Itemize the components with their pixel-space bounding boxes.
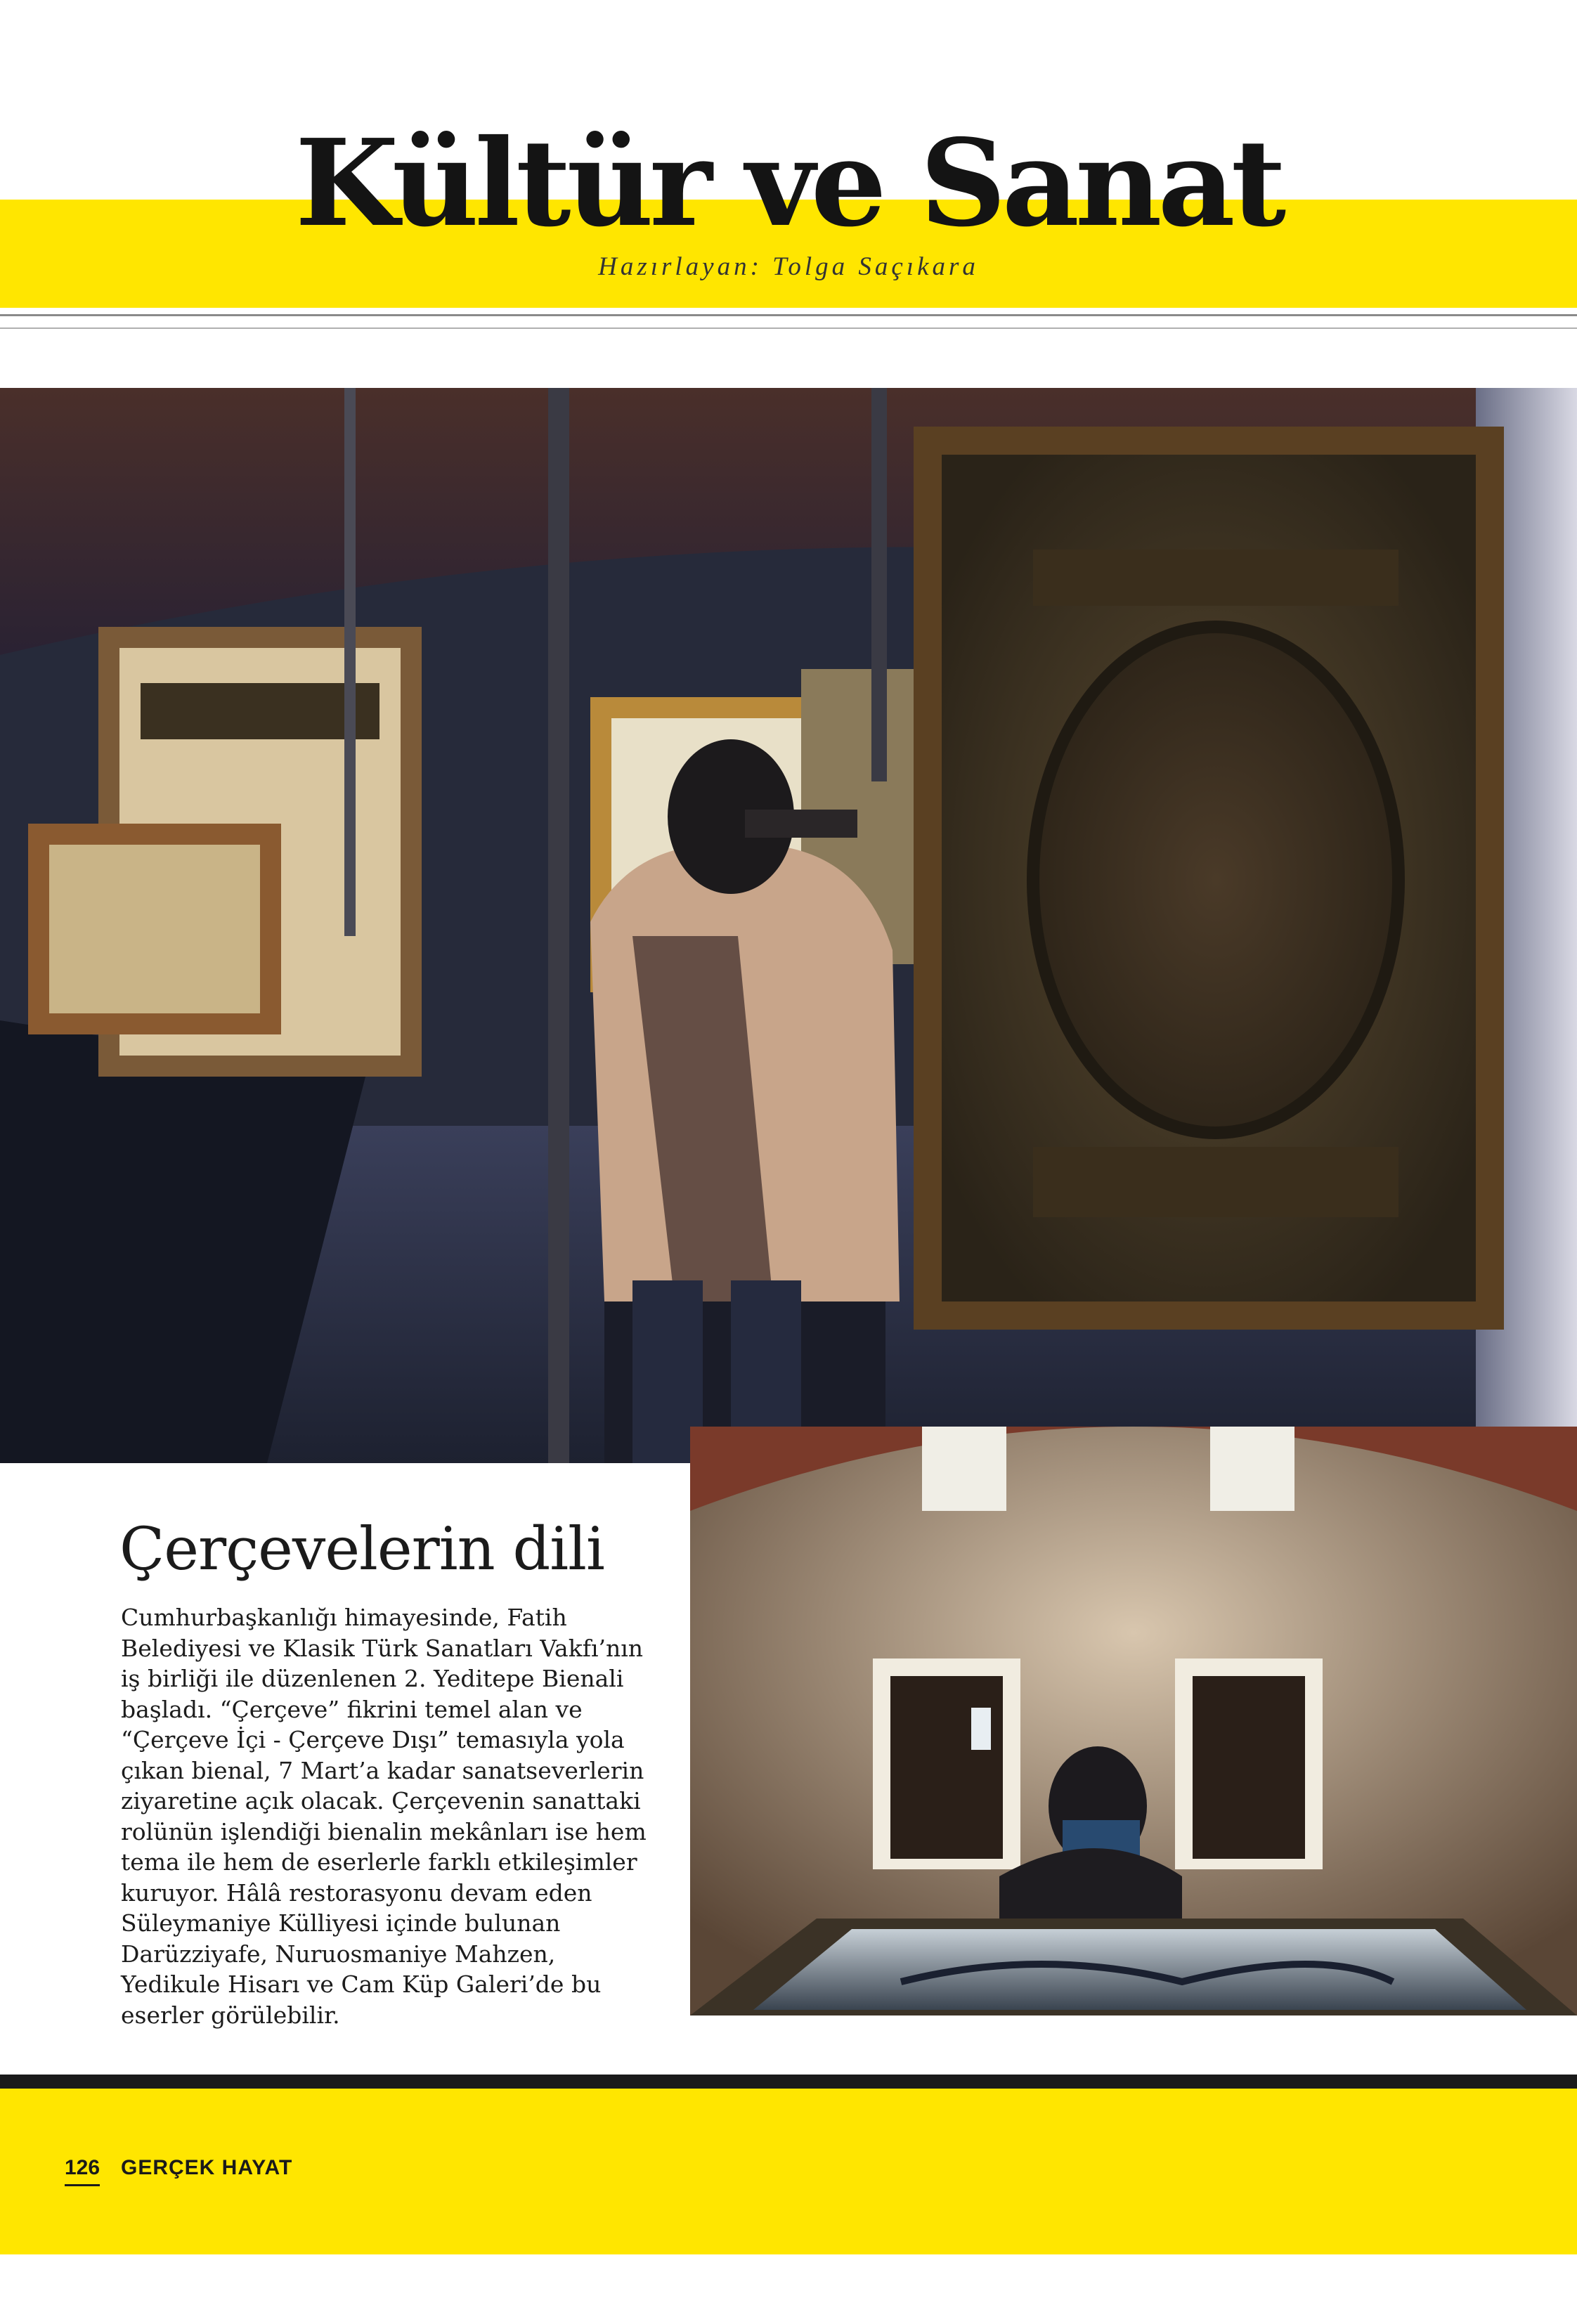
darüzziyafe-room-illustration	[690, 1427, 1577, 2015]
page-number: 126	[65, 2156, 100, 2186]
header-divider-thin	[0, 327, 1577, 329]
header-divider	[0, 314, 1577, 316]
footer-black-rule	[0, 2075, 1577, 2089]
magazine-name: GERÇEK HAYAT	[121, 2156, 293, 2179]
byline: Hazırlayan: Tolga Saçıkara	[598, 252, 979, 281]
main-exhibition-photo	[0, 388, 1577, 1463]
section-title: Kültür ve Sanat	[294, 113, 1283, 254]
second-exhibition-photo	[690, 1427, 1577, 2015]
exhibition-hall-illustration	[0, 388, 1577, 1463]
article-body: Cumhurbaşkanlığı himayesinde, Fatih Belediyesi ve Klasik Türk Sanatları Vakfı’nın iş birliği ile düzenlenen 2. Yeditepe Bienali başladı. “Çerçeve” fikrini temel alan ve “Çerçeve İçi - Çerçeve Dışı” temasıyla yola çıkan bienal, 7 Mart’a kadar sanatseverlerin ziyaretine açık olacak. Çerçevenin sanattaki rolünün işlendiği bienalin mekânları ise hem tema ile hem de eserlerle farklı etkileşimler kuruyor. Hâlâ restorasyonu devam eden Süleymaniye Külliyesi içinde bulunan Darüzziyafe, Nuruosmaniye Mahzen, Yedikule Hisarı ve Cam Küp Galeri’de bu eserler görülebilir.	[121, 1604, 647, 2029]
article-title: Çerçevelerin dili	[119, 1514, 604, 1583]
